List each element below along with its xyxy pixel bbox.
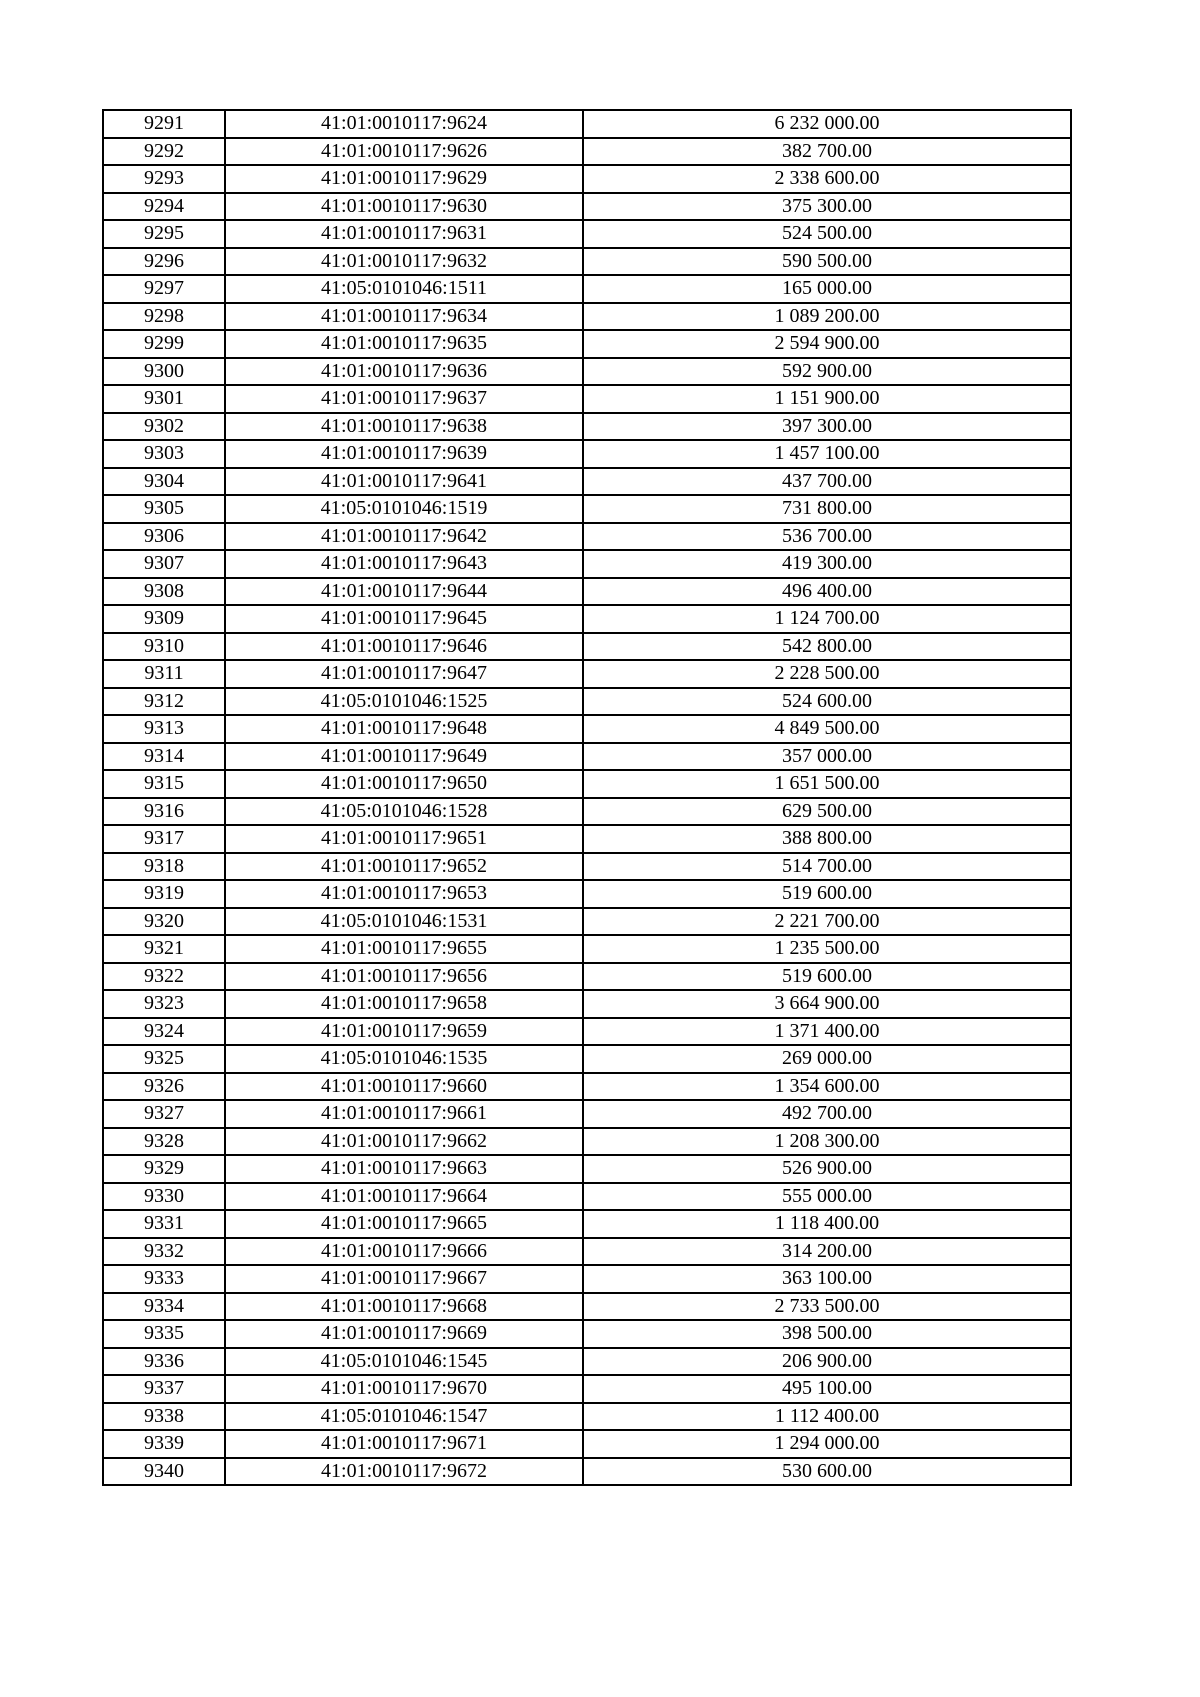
row-number-cell: 9322 [103, 963, 225, 991]
row-number-cell: 9292 [103, 138, 225, 166]
cadastral-number-cell: 41:01:0010117:9638 [225, 413, 583, 441]
cadastral-value-cell: 542 800.00 [583, 633, 1071, 661]
table-row [103, 853, 1071, 881]
table-row [103, 220, 1071, 248]
cadastral-number-cell: 41:01:0010117:9644 [225, 578, 583, 606]
cadastral-value-cell: 2 733 500.00 [583, 1293, 1071, 1321]
table-row [103, 1238, 1071, 1266]
cadastral-value-cell: 492 700.00 [583, 1100, 1071, 1128]
cadastral-number-cell: 41:01:0010117:9636 [225, 358, 583, 386]
cadastral-value-cell: 437 700.00 [583, 468, 1071, 496]
row-number-cell: 9307 [103, 550, 225, 578]
cadastral-number-cell: 41:01:0010117:9660 [225, 1073, 583, 1101]
cadastral-number-cell: 41:01:0010117:9624 [225, 110, 583, 138]
table-row [103, 1265, 1071, 1293]
table-row [103, 303, 1071, 331]
table-row [103, 1403, 1071, 1431]
row-number-cell: 9329 [103, 1155, 225, 1183]
row-number-cell: 9306 [103, 523, 225, 551]
cadastral-value-cell: 514 700.00 [583, 853, 1071, 881]
row-number-cell: 9313 [103, 715, 225, 743]
table-row [103, 770, 1071, 798]
row-number-cell: 9338 [103, 1403, 225, 1431]
cadastral-number-cell: 41:01:0010117:9643 [225, 550, 583, 578]
cadastral-value-cell: 1 089 200.00 [583, 303, 1071, 331]
cadastral-value-cell: 2 228 500.00 [583, 660, 1071, 688]
row-number-cell: 9297 [103, 275, 225, 303]
row-number-cell: 9335 [103, 1320, 225, 1348]
table-row [103, 715, 1071, 743]
table-row [103, 1073, 1071, 1101]
cadastral-value-cell: 530 600.00 [583, 1458, 1071, 1486]
table-row [103, 385, 1071, 413]
cadastral-number-cell: 41:05:0101046:1511 [225, 275, 583, 303]
row-number-cell: 9318 [103, 853, 225, 881]
table-row [103, 550, 1071, 578]
cadastral-number-cell: 41:01:0010117:9658 [225, 990, 583, 1018]
table-row [103, 743, 1071, 771]
cadastral-value-cell: 1 151 900.00 [583, 385, 1071, 413]
cadastral-value-cell: 496 400.00 [583, 578, 1071, 606]
row-number-cell: 9327 [103, 1100, 225, 1128]
cadastral-value-cell: 165 000.00 [583, 275, 1071, 303]
cadastral-value-cell: 1 294 000.00 [583, 1430, 1071, 1458]
row-number-cell: 9332 [103, 1238, 225, 1266]
table-row [103, 358, 1071, 386]
table-row [103, 1210, 1071, 1238]
cadastral-value-cell: 1 371 400.00 [583, 1018, 1071, 1046]
cadastral-value-cell: 6 232 000.00 [583, 110, 1071, 138]
cadastral-value-cell: 519 600.00 [583, 880, 1071, 908]
cadastral-number-cell: 41:01:0010117:9662 [225, 1128, 583, 1156]
row-number-cell: 9296 [103, 248, 225, 276]
cadastral-value-cell: 375 300.00 [583, 193, 1071, 221]
cadastral-value-cell: 2 221 700.00 [583, 908, 1071, 936]
row-number-cell: 9309 [103, 605, 225, 633]
table-row [103, 330, 1071, 358]
cadastral-number-cell: 41:01:0010117:9648 [225, 715, 583, 743]
cadastral-value-cell: 1 235 500.00 [583, 935, 1071, 963]
cadastral-value-cell: 592 900.00 [583, 358, 1071, 386]
row-number-cell: 9301 [103, 385, 225, 413]
table-row [103, 1045, 1071, 1073]
row-number-cell: 9294 [103, 193, 225, 221]
table-row [103, 468, 1071, 496]
row-number-cell: 9319 [103, 880, 225, 908]
cadastral-number-cell: 41:01:0010117:9629 [225, 165, 583, 193]
cadastral-number-cell: 41:01:0010117:9661 [225, 1100, 583, 1128]
cadastral-number-cell: 41:01:0010117:9637 [225, 385, 583, 413]
table-row [103, 1320, 1071, 1348]
cadastral-number-cell: 41:05:0101046:1531 [225, 908, 583, 936]
cadastral-value-cell: 524 500.00 [583, 220, 1071, 248]
table-row [103, 963, 1071, 991]
row-number-cell: 9333 [103, 1265, 225, 1293]
cadastral-value-cell: 590 500.00 [583, 248, 1071, 276]
table-row [103, 798, 1071, 826]
table-row [103, 1183, 1071, 1211]
cadastral-number-cell: 41:01:0010117:9664 [225, 1183, 583, 1211]
cadastral-value-cell: 495 100.00 [583, 1375, 1071, 1403]
table-row [103, 578, 1071, 606]
table-row [103, 1458, 1071, 1486]
table-row [103, 413, 1071, 441]
cadastral-value-cell: 4 849 500.00 [583, 715, 1071, 743]
table-row [103, 1155, 1071, 1183]
cadastral-value-cell: 388 800.00 [583, 825, 1071, 853]
table-row [103, 440, 1071, 468]
row-number-cell: 9302 [103, 413, 225, 441]
cadastral-number-cell: 41:01:0010117:9670 [225, 1375, 583, 1403]
cadastral-number-cell: 41:01:0010117:9663 [225, 1155, 583, 1183]
cadastral-number-cell: 41:01:0010117:9651 [225, 825, 583, 853]
cadastral-value-cell: 1 457 100.00 [583, 440, 1071, 468]
cadastral-value-cell: 419 300.00 [583, 550, 1071, 578]
row-number-cell: 9324 [103, 1018, 225, 1046]
cadastral-number-cell: 41:01:0010117:9642 [225, 523, 583, 551]
cadastral-value-cell: 519 600.00 [583, 963, 1071, 991]
cadastral-value-cell: 1 124 700.00 [583, 605, 1071, 633]
table-row [103, 248, 1071, 276]
cadastral-number-cell: 41:05:0101046:1535 [225, 1045, 583, 1073]
table-row [103, 825, 1071, 853]
cadastral-value-cell: 397 300.00 [583, 413, 1071, 441]
cadastral-number-cell: 41:01:0010117:9668 [225, 1293, 583, 1321]
row-number-cell: 9321 [103, 935, 225, 963]
row-number-cell: 9339 [103, 1430, 225, 1458]
cadastral-value-cell: 731 800.00 [583, 495, 1071, 523]
row-number-cell: 9325 [103, 1045, 225, 1073]
row-number-cell: 9308 [103, 578, 225, 606]
row-number-cell: 9323 [103, 990, 225, 1018]
cadastral-number-cell: 41:01:0010117:9671 [225, 1430, 583, 1458]
cadastral-number-cell: 41:01:0010117:9630 [225, 193, 583, 221]
cadastral-number-cell: 41:01:0010117:9632 [225, 248, 583, 276]
cadastral-number-cell: 41:01:0010117:9646 [225, 633, 583, 661]
table-row [103, 908, 1071, 936]
cadastral-value-cell: 1 354 600.00 [583, 1073, 1071, 1101]
cadastral-value-cell: 555 000.00 [583, 1183, 1071, 1211]
row-number-cell: 9310 [103, 633, 225, 661]
cadastral-number-cell: 41:01:0010117:9669 [225, 1320, 583, 1348]
cadastral-number-cell: 41:05:0101046:1547 [225, 1403, 583, 1431]
row-number-cell: 9317 [103, 825, 225, 853]
cadastral-number-cell: 41:01:0010117:9650 [225, 770, 583, 798]
cadastral-value-table [102, 109, 1072, 1486]
cadastral-value-cell: 382 700.00 [583, 138, 1071, 166]
row-number-cell: 9331 [103, 1210, 225, 1238]
row-number-cell: 9320 [103, 908, 225, 936]
row-number-cell: 9298 [103, 303, 225, 331]
cadastral-number-cell: 41:05:0101046:1528 [225, 798, 583, 826]
row-number-cell: 9328 [103, 1128, 225, 1156]
table-row [103, 605, 1071, 633]
cadastral-number-cell: 41:01:0010117:9641 [225, 468, 583, 496]
row-number-cell: 9312 [103, 688, 225, 716]
cadastral-value-cell: 1 651 500.00 [583, 770, 1071, 798]
cadastral-number-cell: 41:01:0010117:9631 [225, 220, 583, 248]
cadastral-number-cell: 41:01:0010117:9667 [225, 1265, 583, 1293]
row-number-cell: 9340 [103, 1458, 225, 1486]
cadastral-number-cell: 41:01:0010117:9672 [225, 1458, 583, 1486]
cadastral-value-cell: 357 000.00 [583, 743, 1071, 771]
cadastral-value-cell: 2 338 600.00 [583, 165, 1071, 193]
table-row [103, 688, 1071, 716]
cadastral-value-cell: 536 700.00 [583, 523, 1071, 551]
table-row [103, 1018, 1071, 1046]
cadastral-value-cell: 2 594 900.00 [583, 330, 1071, 358]
cadastral-number-cell: 41:01:0010117:9659 [225, 1018, 583, 1046]
cadastral-value-cell: 314 200.00 [583, 1238, 1071, 1266]
cadastral-value-cell: 1 112 400.00 [583, 1403, 1071, 1431]
table-body [103, 110, 1071, 1485]
table-row [103, 275, 1071, 303]
row-number-cell: 9326 [103, 1073, 225, 1101]
cadastral-number-cell: 41:01:0010117:9635 [225, 330, 583, 358]
cadastral-number-cell: 41:01:0010117:9655 [225, 935, 583, 963]
table-row [103, 165, 1071, 193]
cadastral-number-cell: 41:01:0010117:9666 [225, 1238, 583, 1266]
table-row [103, 880, 1071, 908]
row-number-cell: 9337 [103, 1375, 225, 1403]
cadastral-value-cell: 3 664 900.00 [583, 990, 1071, 1018]
table-row [103, 1100, 1071, 1128]
table-row [103, 138, 1071, 166]
table-row [103, 193, 1071, 221]
cadastral-number-cell: 41:01:0010117:9653 [225, 880, 583, 908]
row-number-cell: 9299 [103, 330, 225, 358]
row-number-cell: 9330 [103, 1183, 225, 1211]
row-number-cell: 9295 [103, 220, 225, 248]
row-number-cell: 9315 [103, 770, 225, 798]
row-number-cell: 9316 [103, 798, 225, 826]
row-number-cell: 9336 [103, 1348, 225, 1376]
row-number-cell: 9311 [103, 660, 225, 688]
cadastral-value-cell: 269 000.00 [583, 1045, 1071, 1073]
table-row [103, 1128, 1071, 1156]
table-row [103, 935, 1071, 963]
row-number-cell: 9334 [103, 1293, 225, 1321]
table-row [103, 523, 1071, 551]
row-number-cell: 9314 [103, 743, 225, 771]
table-row [103, 990, 1071, 1018]
cadastral-value-cell: 398 500.00 [583, 1320, 1071, 1348]
cadastral-value-cell: 1 118 400.00 [583, 1210, 1071, 1238]
table-row [103, 1430, 1071, 1458]
cadastral-number-cell: 41:01:0010117:9626 [225, 138, 583, 166]
cadastral-number-cell: 41:05:0101046:1545 [225, 1348, 583, 1376]
row-number-cell: 9305 [103, 495, 225, 523]
cadastral-number-cell: 41:05:0101046:1525 [225, 688, 583, 716]
cadastral-value-cell: 524 600.00 [583, 688, 1071, 716]
cadastral-number-cell: 41:01:0010117:9634 [225, 303, 583, 331]
cadastral-number-cell: 41:01:0010117:9649 [225, 743, 583, 771]
cadastral-value-cell: 1 208 300.00 [583, 1128, 1071, 1156]
table-row [103, 495, 1071, 523]
cadastral-number-cell: 41:01:0010117:9647 [225, 660, 583, 688]
cadastral-value-cell: 206 900.00 [583, 1348, 1071, 1376]
cadastral-number-cell: 41:01:0010117:9652 [225, 853, 583, 881]
cadastral-value-cell: 629 500.00 [583, 798, 1071, 826]
cadastral-number-cell: 41:01:0010117:9639 [225, 440, 583, 468]
table-row [103, 1348, 1071, 1376]
cadastral-value-cell: 363 100.00 [583, 1265, 1071, 1293]
table-row [103, 1293, 1071, 1321]
row-number-cell: 9303 [103, 440, 225, 468]
table-row [103, 1375, 1071, 1403]
table-row [103, 660, 1071, 688]
cadastral-value-cell: 526 900.00 [583, 1155, 1071, 1183]
row-number-cell: 9304 [103, 468, 225, 496]
table-row [103, 633, 1071, 661]
cadastral-number-cell: 41:01:0010117:9665 [225, 1210, 583, 1238]
row-number-cell: 9291 [103, 110, 225, 138]
cadastral-number-cell: 41:01:0010117:9645 [225, 605, 583, 633]
table-row [103, 110, 1071, 138]
row-number-cell: 9293 [103, 165, 225, 193]
row-number-cell: 9300 [103, 358, 225, 386]
cadastral-number-cell: 41:01:0010117:9656 [225, 963, 583, 991]
cadastral-number-cell: 41:05:0101046:1519 [225, 495, 583, 523]
